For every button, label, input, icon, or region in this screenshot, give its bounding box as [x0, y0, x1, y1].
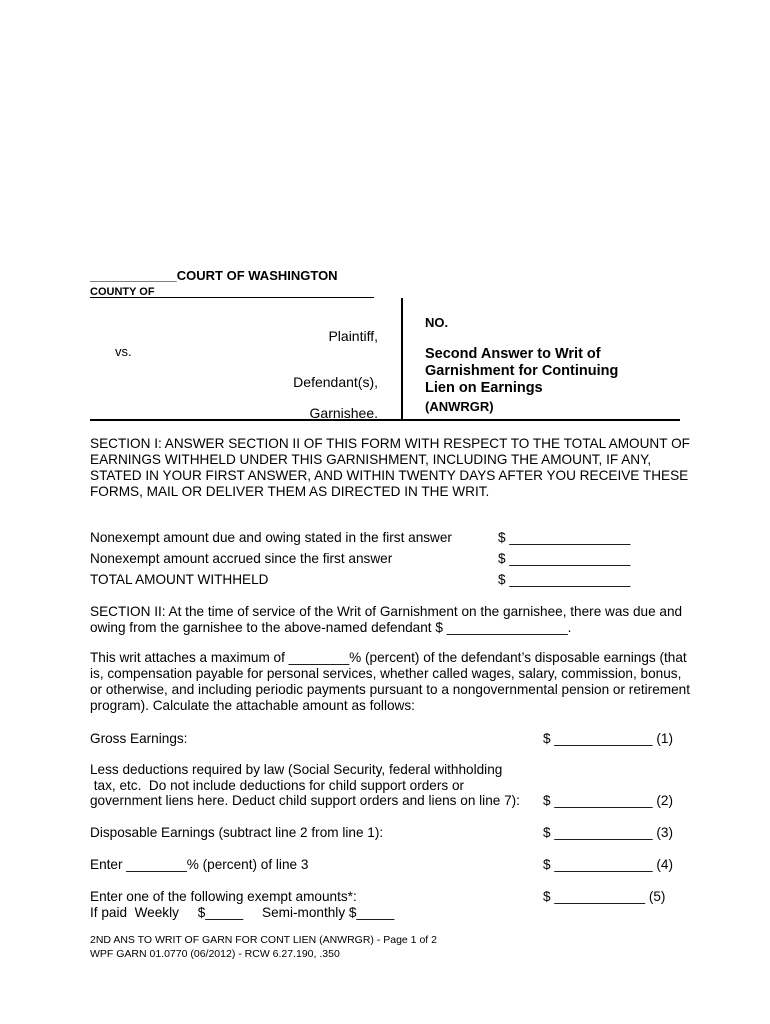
- section-1-instructions: SECTION I: ANSWER SECTION II OF THIS FORM WITH RESPECT TO THE TOTAL AMOUNT OF EARNINGS WITHHELD UNDER THIS GARNISHMENT, INCLUDING THE AMOUNT, IF ANY, STATED IN YOUR FIRST ANSWER, AND WITHIN TWENTY DAYS AFTER YOU RECEIVE THESE FORMS, MAIL OR DELIVER THEM AS DIRECTED IN THE WRIT.: [90, 436, 690, 499]
- line-1-amount: $ _____________ (1): [543, 731, 674, 746]
- court-heading: ____________COURT OF WASHINGTON: [90, 268, 338, 283]
- section-1-line-label: Nonexempt amount accrued since the first answer: [90, 551, 393, 566]
- section-1-line-label: Nonexempt amount due and owing stated in the first answer: [90, 530, 452, 545]
- line-4-amount: $ _____________ (4): [543, 857, 674, 872]
- attachment-paragraph: This writ attaches a maximum of ________% (percent) of the defendant’s disposable earnings (that is, compensation payable for personal services, whether called wages, salary, commission, bonus, or otherwise, and including periodic payments pursuant to a nongovernmental pension or retirement program). Calculate the attachable amount as follows:: [90, 650, 690, 713]
- section-1-line-amount: $ ________________: [498, 551, 631, 566]
- disposable-earnings-label: Disposable Earnings (subtract line 2 from line 1):: [90, 825, 384, 840]
- title-line: Second Answer to Writ of: [425, 346, 601, 362]
- deductions-label: [90, 762, 520, 809]
- section-2-statement: SECTION II: At the time of service of the Writ of Garnishment on the garnishee, there was due and owing from the garnishee to the above-named defendant $ ________________.: [90, 604, 683, 635]
- vs-label: vs.: [115, 344, 132, 359]
- exempt-amount-label-line: If paid Weekly $_____ Semi-monthly $_____: [90, 905, 395, 920]
- deductions-label-line: Less deductions required by law (Social Security, federal withholding: [90, 762, 503, 777]
- gross-earnings-label: Gross Earnings:: [90, 731, 188, 746]
- caption-vertical-divider: [401, 298, 403, 419]
- caption-horizontal-divider: [90, 419, 680, 421]
- document-title: [425, 346, 618, 397]
- section-1-line-amount: $ ________________: [498, 572, 631, 587]
- section-1-line-amount: $ ________________: [498, 530, 631, 545]
- deductions-label-line: tax, etc. Do not include deductions for child support orders or: [90, 777, 465, 793]
- exempt-amount-label-line: Enter one of the following exempt amounts*:: [90, 889, 357, 904]
- form-code: (ANWRGR): [425, 399, 494, 414]
- deductions-label-line: government liens here. Deduct child support orders and liens on line 7):: [90, 793, 520, 808]
- line-3-amount: $ _____________ (3): [543, 825, 674, 840]
- defendant-label: Defendant(s),: [293, 374, 378, 390]
- title-line: Garnishment for Continuing: [425, 363, 619, 379]
- line-2-amount: $ _____________ (2): [543, 793, 674, 808]
- title-line: Lien on Earnings: [425, 380, 543, 396]
- plaintiff-label: Plaintiff,: [328, 328, 378, 344]
- case-number-label: NO.: [425, 315, 449, 330]
- percent-of-line-3-label: Enter ________% (percent) of line 3: [90, 857, 309, 872]
- line-5-amount: $ ____________ (5): [543, 889, 666, 904]
- footer-form-reference: WPF GARN 01.0770 (06/2012) - RCW 6.27.190, .350: [90, 948, 340, 960]
- county-label: COUNTY OF: [90, 286, 155, 298]
- footer-form-title: 2ND ANS TO WRIT OF GARN FOR CONT LIEN (ANWRGR) - Page 1 of 2: [90, 934, 437, 946]
- garnishee-label: Garnishee.: [309, 405, 378, 421]
- county-underline: [90, 297, 374, 298]
- exempt-amount-label: [90, 889, 394, 921]
- section-1-line-label: TOTAL AMOUNT WITHHELD: [90, 572, 269, 587]
